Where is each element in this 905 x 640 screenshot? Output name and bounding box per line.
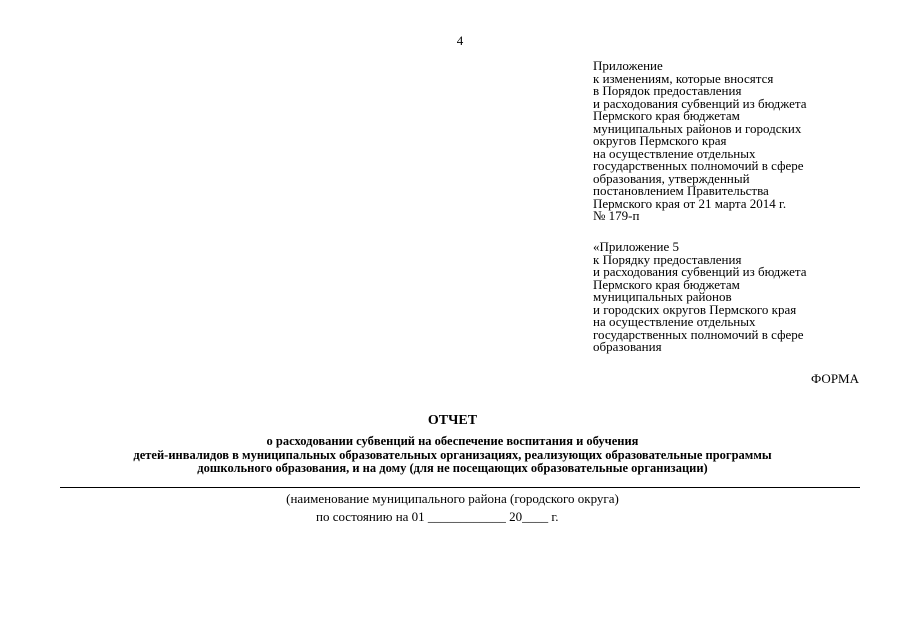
report-subtitle-line: детей-инвалидов в муниципальных образовательных организациях, реализующих образовательные программы: [133, 447, 772, 462]
annex-changes-line: муниципальных районов и городских: [593, 120, 802, 136]
status-year-prefix: 20: [505, 509, 523, 524]
annex-5-block: [593, 241, 883, 354]
status-month-blank: ____________: [427, 509, 506, 524]
annex-5-line: и расходования субвенций из бюджета: [593, 264, 807, 279]
annex-changes-line: к изменениям, которые вносятся: [593, 70, 774, 86]
report-title: ОТЧЕТ: [427, 413, 478, 428]
annex-5-line: Пермского края бюджетам: [593, 276, 740, 292]
annex-changes-line: и расходования субвенций из бюджета: [593, 95, 807, 111]
form-label: ФОРМА: [811, 371, 859, 386]
annex-changes-line: № 179-п: [593, 208, 640, 223]
annex-5-line: и городских округов Пермского края: [593, 301, 797, 317]
annex-changes-line: Пермского края от 21 марта 2014 г.: [593, 195, 787, 211]
municipality-caption: (наименование муниципального района (городского округа): [286, 491, 619, 506]
annex-changes-line: образования, утвержденный: [593, 170, 750, 186]
annex-5-line: на осуществление отдельных: [593, 314, 756, 329]
annex-changes-line: Приложение: [593, 58, 663, 73]
annex-5-line: государственных полномочий в сфере: [593, 326, 804, 342]
report-subtitle-line: о расходовании субвенций на обеспечение воспитания и обучения: [266, 434, 639, 448]
annex-changes-block: [593, 60, 883, 223]
annex-changes-line: округов Пермского края: [593, 133, 727, 148]
annex-5-line: муниципальных районов: [593, 289, 732, 304]
status-date-line: [316, 509, 559, 525]
annex-5-line: образования: [593, 339, 662, 354]
status-prefix: по состоянию на 01: [316, 509, 428, 524]
annex-5-line: «Приложение 5: [593, 239, 680, 254]
annex-changes-line: постановлением Правительства: [593, 183, 769, 198]
report-subtitle-line: дошкольного образования, и на дому (для не посещающих образовательные организации): [197, 461, 708, 475]
annex-5-line: к Порядку предоставления: [593, 251, 742, 267]
annex-changes-line: на осуществление отдельных: [593, 145, 756, 161]
municipality-underline: [60, 487, 860, 488]
status-suffix: г.: [548, 509, 559, 524]
annex-changes-line: в Порядок предоставления: [593, 83, 742, 98]
annex-changes-line: Пермского края бюджетам: [593, 108, 740, 123]
status-year-blank: ____: [522, 509, 549, 524]
annex-changes-line: государственных полномочий в сфере: [593, 158, 804, 173]
page-number: 4: [456, 33, 464, 48]
report-subtitle: [0, 435, 905, 476]
